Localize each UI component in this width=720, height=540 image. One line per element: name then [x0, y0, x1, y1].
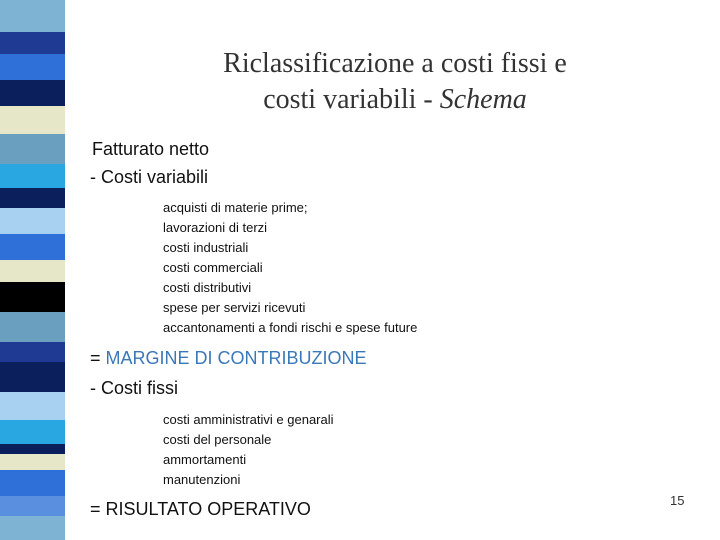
- fatturato-netto: Fatturato netto: [92, 139, 210, 159]
- title-line-2-text: costi variabili -: [263, 84, 440, 115]
- margine-label: MARGINE DI CONTRIBUZIONE: [105, 348, 367, 368]
- title-line-1: Riclassificazione a costi fissi e: [223, 48, 567, 79]
- slide-title: [150, 46, 640, 118]
- margine-di-contribuzione: [90, 347, 367, 369]
- page-number: 15: [670, 493, 685, 508]
- list-item: costi commerciali: [163, 260, 263, 275]
- title-line-2-italic: Schema: [439, 84, 527, 115]
- margine-prefix: =: [90, 348, 106, 368]
- list-item: accantonamenti a fondi rischi e spese future: [163, 320, 418, 335]
- list-item: ammortamenti: [163, 452, 247, 467]
- list-item: spese per servizi ricevuti: [163, 300, 306, 315]
- costi-fissi-label: - Costi fissi: [90, 378, 179, 398]
- list-item: costi del personale: [163, 432, 272, 447]
- list-item: costi distributivi: [163, 280, 252, 295]
- list-item: costi industriali: [163, 240, 249, 255]
- list-item: manutenzioni: [163, 472, 241, 487]
- list-item: lavorazioni di terzi: [163, 220, 268, 235]
- decorative-stripe: [0, 0, 65, 540]
- list-item: acquisti di materie prime;: [163, 200, 308, 215]
- title-line-2: [150, 82, 640, 118]
- list-item: costi amministrativi e genarali: [163, 412, 334, 427]
- costi-variabili-label: - Costi variabili: [90, 167, 209, 187]
- risultato-operativo: = RISULTATO OPERATIVO: [90, 499, 311, 519]
